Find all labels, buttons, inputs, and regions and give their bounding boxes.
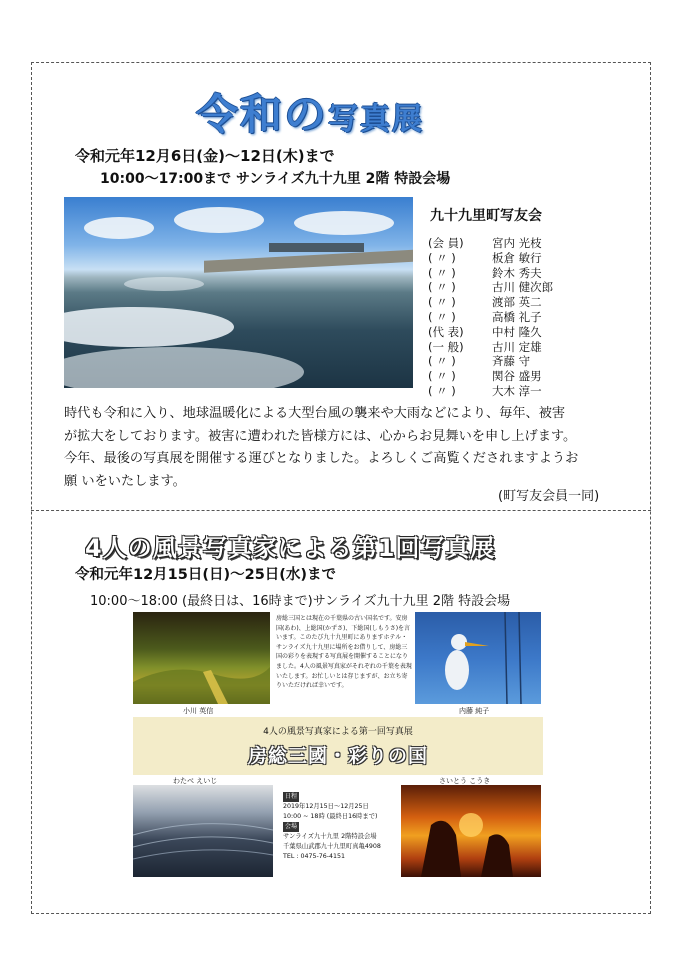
member-role: ( 〃 ) (428, 280, 456, 295)
member-name: 宮内 光枝 (492, 236, 542, 250)
member-role: ( 〃 ) (428, 369, 456, 384)
member-row (428, 354, 553, 369)
flyer-phone: TEL : 0475-76-4151 (283, 853, 346, 860)
photographer-credit: 小川 英信 (183, 707, 214, 715)
flyer-hours: 10:00 ~ 18時 (最終日16時まで) (283, 813, 378, 820)
member-name: 中村 隆久 (492, 324, 542, 339)
member-role: ( 〃 ) (428, 265, 456, 280)
wave-foam (64, 307, 234, 347)
exhibition-dates: 令和元年12月6日(金)〜12日(木)まで (75, 147, 335, 165)
member-name: 渡部 英二 (492, 295, 542, 310)
wave-foam (124, 277, 204, 291)
title-sub: 写真展 (328, 102, 425, 137)
venue-tag: 会場 (285, 823, 298, 830)
body-line: 今年、最後の写真展を開催する運びとなりました。よろしくご高覧くだされますようお (64, 451, 579, 466)
announcement-body (64, 403, 649, 493)
field-rows-shape (133, 612, 270, 704)
member-role: (一 般) (428, 339, 464, 354)
flyer-caption: 房総三国とは現在の千葉県の古い国名です。安房国(あわ)、上総国(かずさ)、下総国(しもうさ)を言います。このたび九十九里町にありますホテル・サンライズ九十九里に場所をお借りして、房総三国の彩りを表現する写真展を開催することになりました。4人の風景写真家がそれぞれの千葉を表現いたします。お忙しいとは存じますが、お立ち寄りいただければ幸いです。 (276, 615, 412, 690)
reiwa-exhibition-title (196, 82, 424, 142)
member-role: (会 員) (428, 236, 464, 250)
member-row (428, 369, 553, 384)
signoff: (町写友会員一同) (498, 489, 600, 504)
flyer-event-info (283, 792, 398, 862)
sunset-rocks-photo (401, 785, 541, 877)
member-role: ( 〃 ) (428, 354, 456, 369)
exhibition-hours-venue: 10:00〜18:00 (最終日は、16時まで)サンライズ九十九里 2階 特設会場 (90, 594, 511, 609)
member-role: (代 表) (428, 324, 464, 339)
member-name: 大木 淳一 (492, 383, 542, 398)
member-row (428, 295, 553, 310)
member-row (428, 266, 553, 281)
member-row (428, 251, 553, 266)
title-main: 令和の (196, 90, 329, 139)
flyer-venue: サンライズ九十九里 2階特設会場 (283, 833, 377, 840)
dune-ripples-shape (133, 785, 273, 877)
photographer-credit: 内藤 純子 (459, 707, 490, 715)
banner-title: 房総三國・彩りの国 (247, 745, 428, 767)
flyer-address: 千葉県山武郡九十九里町真亀4908 (283, 843, 381, 850)
heron-photo (415, 612, 541, 704)
body-line: 願 いをいたします。 (64, 473, 186, 489)
member-list (428, 236, 553, 399)
exhibition-dates: 令和元年12月15日(日)〜25日(水)まで (75, 567, 337, 583)
exhibition-hours-venue: 10:00〜17:00まで サンライズ九十九里 2階 特設会場 (100, 171, 451, 187)
member-name: 関谷 盛男 (492, 369, 542, 384)
heron-shape (415, 612, 541, 704)
landscape-exhibition-title: 4人の風景写真家による第1回写真展 (85, 534, 496, 562)
member-name: 古川 健次郎 (492, 280, 554, 295)
member-name: 斉藤 守 (492, 354, 531, 369)
hotel-building (269, 243, 364, 252)
schedule-tag: 日程 (285, 793, 298, 800)
cloud-shape (294, 211, 394, 235)
member-name: 高橋 礼子 (492, 309, 542, 324)
member-name: 古川 定雄 (492, 339, 542, 354)
exhibition-flyer (133, 612, 543, 880)
wave-foam (64, 347, 304, 388)
club-name: 九十九里町写友会 (430, 208, 542, 224)
photographer-credit: さいとう こうき (439, 777, 491, 785)
cloud-shape (174, 207, 264, 233)
member-row (428, 325, 553, 340)
member-row (428, 280, 553, 295)
member-row (428, 384, 553, 399)
photographer-credit: わたべ えいじ (173, 777, 218, 785)
sand-dunes-photo (133, 785, 273, 877)
body-line: が拡大をしております。被害に遭われた皆様方には、心からお見舞いを申し上げます。 (64, 428, 577, 444)
rock-silhouette-shape (401, 785, 541, 877)
member-role: ( 〃 ) (428, 250, 456, 265)
member-name: 鈴木 秀夫 (492, 265, 542, 280)
section-divider (31, 510, 651, 511)
beach-photo (64, 197, 413, 388)
member-row (428, 236, 553, 251)
distant-shore (204, 249, 413, 273)
banner-subtitle: 4人の風景写真家による第一回写真展 (263, 727, 413, 737)
terraced-field-photo (133, 612, 270, 704)
member-row (428, 340, 553, 355)
member-role: ( 〃 ) (428, 295, 456, 310)
flyer-banner (133, 717, 543, 775)
cloud-shape (84, 217, 154, 239)
member-role: ( 〃 ) (428, 383, 456, 398)
flyer-dates: 2019年12月15日〜12月25日 (283, 803, 369, 810)
body-line: 時代も令和に入り、地球温暖化による大型台風の襲来や大雨などにより、毎年、被害 (64, 406, 566, 421)
member-role: ( 〃 ) (428, 309, 456, 324)
member-name: 板倉 敏行 (492, 250, 542, 265)
member-row (428, 310, 553, 325)
